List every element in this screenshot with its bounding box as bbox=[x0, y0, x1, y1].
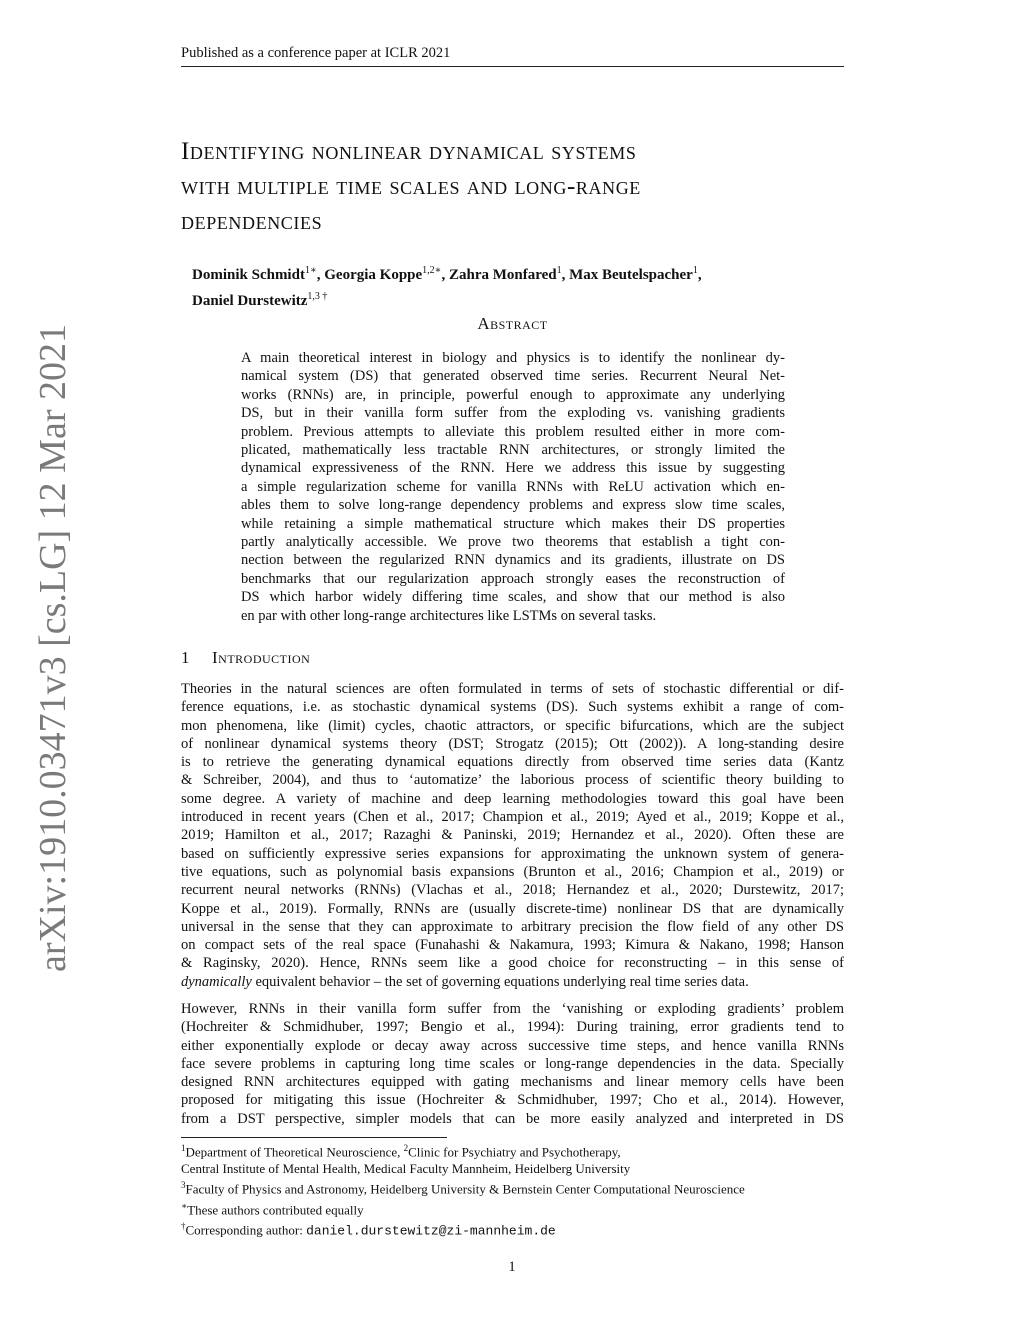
footnote-mark: 3 bbox=[181, 1180, 186, 1191]
footnote bbox=[181, 1177, 844, 1197]
paragraph-line: face severe problems in capturing long time scales or long-range dependencies in the data. Specially bbox=[181, 1055, 844, 1072]
footnote-text: Clinic for Psychiatry and Psychotherapy, bbox=[408, 1144, 621, 1160]
author-affiliation: 1 bbox=[692, 265, 698, 276]
author-line: Dominik Schmidt$^{1∗}$, Georgia Koppe$^{1,2∗}$, Zahra Monfared$^1$, Max Beutelspacher$^1$, bbox=[192, 265, 702, 283]
paragraph-line: proposed for mitigating this issue (Hochreiter & Schmidhuber, 1997; Cho et al., 2014). However, bbox=[181, 1092, 844, 1109]
author-name: Daniel Durstewitz bbox=[192, 293, 308, 309]
abstract-line: DS which harbor widely differing time scales, and show that our method is also bbox=[241, 589, 785, 606]
paragraph-line: & Raginsky, 2020). Hence, RNNs seem like a good choice for reconstructing – in this sense of bbox=[181, 955, 844, 972]
abstract-line: benchmarks that our regularization approach strongly eases the reconstruction of bbox=[241, 570, 785, 587]
footnote: Central Institute of Mental Health, Medical Faculty Mannheim, Heidelberg University bbox=[181, 1161, 631, 1177]
email-link[interactable]: daniel.durstewitz@zi-mannheim.de bbox=[306, 1223, 556, 1239]
abstract-line: plicated, mathematically less tractable RNN architectures, or strongly limited the bbox=[241, 442, 785, 459]
footnote bbox=[181, 1218, 844, 1239]
author-name: Georgia Koppe bbox=[324, 267, 423, 283]
author-name: Dominik Schmidt bbox=[192, 267, 305, 283]
footnote bbox=[181, 1140, 844, 1160]
footnote-mark: 1 bbox=[181, 1143, 186, 1153]
footnote-mark: ∗ bbox=[181, 1200, 188, 1211]
abstract-line: works (RNNs) are, in principle, powerful enough to approximate any underlying bbox=[241, 386, 785, 403]
author-affiliation: 1,2∗ bbox=[422, 265, 442, 276]
paragraph-line bbox=[181, 973, 844, 991]
intro-paragraph-1 bbox=[181, 680, 844, 991]
abstract-body bbox=[241, 349, 785, 625]
paragraph-line: based on sufficiently expressive series expansions for approximating the unknown system of genera- bbox=[181, 845, 844, 862]
abstract-line: problem. Previous attempts to alleviate this problem resulted either in more com- bbox=[241, 423, 785, 440]
paragraph-line: introduced in recent years (Chen et al., 2017; Champion et al., 2019; Ayed et al., 2019; Koppe et al., bbox=[181, 809, 844, 826]
abstract-line: partly analytically accessible. We prove two theorems that establish a tight con- bbox=[241, 534, 785, 551]
section-number: 1 bbox=[181, 648, 190, 667]
footnote-text: These authors contributed equally bbox=[187, 1201, 364, 1217]
paragraph-line: Theories in the natural sciences are often formulated in terms of sets of stochastic differential or dif- bbox=[181, 681, 844, 697]
footnotes bbox=[181, 1140, 844, 1239]
author-name: Zahra Monfared bbox=[448, 267, 557, 283]
paragraph-line: universal in the sense that they can approximate to arbitrary precision the flow field of any other DS bbox=[181, 918, 844, 935]
author-line bbox=[192, 286, 832, 312]
paragraph-line: designed RNN architectures equipped with gating mechanisms and linear memory cells have been bbox=[181, 1074, 844, 1091]
abstract-line: DS, but in their vanilla form suffer from the exploding vs. vanishing gradients bbox=[241, 405, 785, 422]
paragraph-line: mon phenomena, like (limit) cycles, chaotic attractors, or specific bifurcations, which are the subject bbox=[181, 717, 844, 734]
abstract-line: a simple regularization scheme for vanilla RNNs with ReLU activation which en- bbox=[241, 478, 785, 495]
footnote-text: Department of Theoretical Neuroscience, bbox=[185, 1144, 404, 1160]
footnote-text: Corresponding author: bbox=[185, 1222, 307, 1238]
footnote-text: Faculty of Physics and Astronomy, Heidelberg University & Bernstein Center Computational Neuroscience bbox=[185, 1181, 745, 1197]
intro-paragraph-2 bbox=[181, 1000, 844, 1128]
paragraph-line: of nonlinear dynamical systems theory (DST; Strogatz (2015); Ott (2002)). A long-standing desire bbox=[181, 735, 844, 752]
section-title: Introduction bbox=[212, 648, 311, 667]
footnote-mark: 2 bbox=[403, 1143, 409, 1153]
paragraph-line: ference equations, i.e. as stochastic dynamical systems (DS). Such systems exhibit a range of com- bbox=[181, 699, 844, 716]
author-affiliation: 1 bbox=[556, 265, 562, 276]
paragraph-line: 2019; Hamilton et al., 2017; Razaghi & Paninski, 2019; Hernandez et al., 2020). Often these are bbox=[181, 827, 844, 844]
abstract-line: ables them to solve long-range dependency problems and express slow time scales, bbox=[241, 497, 785, 514]
author-affiliation: 1,3 † bbox=[307, 291, 328, 302]
paragraph-line: is to retrieve the generating dynamical equations directly from observed time series data (Kantz bbox=[181, 754, 844, 771]
abstract-heading: Abstract bbox=[477, 314, 548, 333]
footnote-divider bbox=[181, 1137, 447, 1138]
running-header: Published as a conference paper at ICLR 2021 bbox=[181, 45, 844, 67]
abstract-line: en par with other long-range architectures like LSTMs on several tasks. bbox=[241, 607, 657, 624]
page-number: 1 bbox=[508, 1259, 516, 1275]
paragraph-line: & Schreiber, 2004), and thus to ‘automatize’ the laborious process of scientific theory building to bbox=[181, 772, 844, 789]
paragraph-text: equivalent behavior – the set of governing equations underlying real time series data. bbox=[251, 973, 749, 990]
paragraph-line: on compact sets of the real space (Funahashi & Nakamura, 1993; Kimura & Nakano, 1998; Hanson bbox=[181, 937, 844, 954]
paragraph-line: recurrent neural networks (RNNs) (Vlachas et al., 2018; Hernandez et al., 2020; Durstewitz, 2017; bbox=[181, 882, 844, 899]
paragraph-line: (Hochreiter & Schmidhuber, 1997; Bengio et al., 1994): During training, error gradients tend to bbox=[181, 1019, 844, 1036]
title-line: with multiple time scales and long-range bbox=[181, 173, 641, 200]
paragraph-line: from a DST perspective, simpler models that can be more easily analyzed and interpreted in DS bbox=[181, 1110, 844, 1127]
abstract-line: while retaining a simple mathematical structure which makes their DS properties bbox=[241, 515, 785, 532]
author-name: Max Beutelspacher bbox=[569, 267, 693, 283]
footnote-mark: † bbox=[181, 1220, 186, 1231]
abstract-line: dynamical expressiveness of the RNN. Here we address this issue by suggesting bbox=[241, 460, 785, 477]
paragraph-line: either exponentially explode or decay away across successive time steps, and hence vanilla RNNs bbox=[181, 1037, 844, 1054]
section-heading bbox=[181, 648, 844, 668]
author-list bbox=[192, 260, 832, 312]
emphasis-text: dynamically bbox=[181, 973, 252, 990]
title-line: Identifying nonlinear dynamical systems bbox=[181, 138, 637, 165]
footnote bbox=[181, 1198, 844, 1218]
abstract-line: A main theoretical interest in biology and physics is to identify the nonlinear dy- bbox=[241, 350, 785, 366]
paragraph-line: some degree. A variety of machine and deep learning methodologies toward this goal have been bbox=[181, 790, 844, 807]
paper-title bbox=[181, 134, 844, 239]
title-line: dependencies bbox=[181, 208, 323, 235]
paragraph-line: Koppe et al., 2019). Formally, RNNs are (usually discrete-time) nonlinear DS that are dynamically bbox=[181, 900, 844, 917]
arxiv-id: arXiv:1910.03471v3 [cs.LG] 12 Mar 2021 bbox=[32, 323, 74, 973]
abstract-line: namical system (DS) that generated observed time series. Recurrent Neural Net- bbox=[241, 368, 785, 385]
author-affiliation: 1∗ bbox=[304, 265, 317, 276]
paragraph-line: tive equations, such as polynomial basis expansions (Brunton et al., 2016; Champion et al., 2019) or bbox=[181, 863, 844, 880]
abstract-line: nection between the regularized RNN dynamics and its gradients, illustrate on DS bbox=[241, 552, 785, 569]
paragraph-line: However, RNNs in their vanilla form suffer from the ‘vanishing or exploding gradients’ problem bbox=[181, 1001, 844, 1017]
